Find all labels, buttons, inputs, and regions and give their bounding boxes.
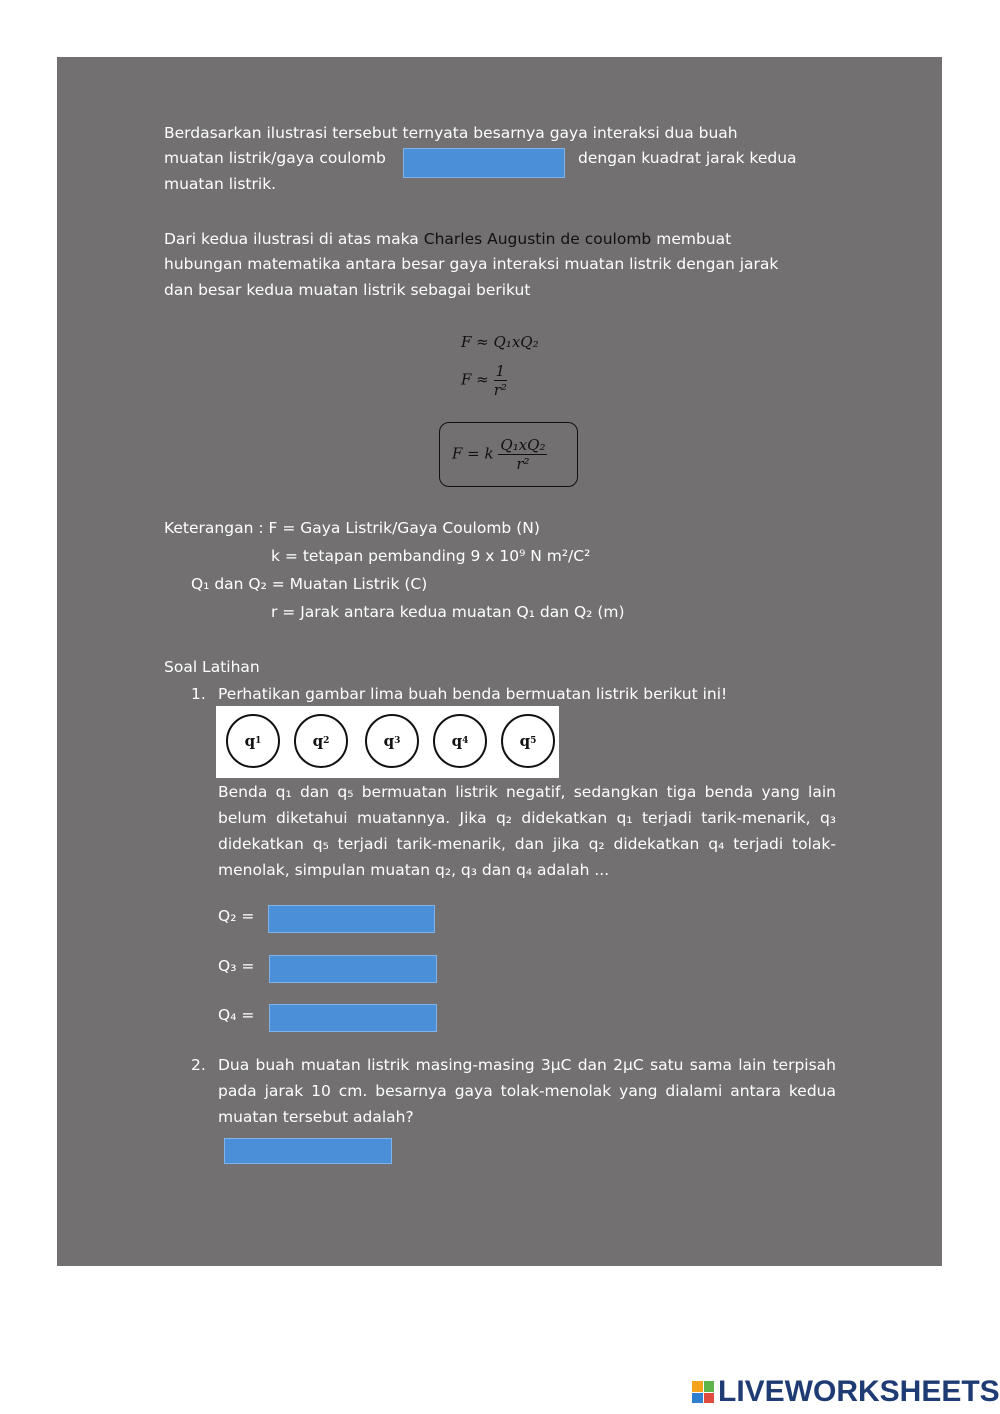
formula-3-left: F = k <box>452 444 494 463</box>
answer-input-q4[interactable] <box>270 1005 436 1031</box>
answer-input-relation[interactable] <box>404 149 564 177</box>
intro-line-1: Berdasarkan ilustrasi tersebut ternyata besarnya gaya interaksi dua buah <box>164 124 738 142</box>
formula-coulomb-law <box>452 436 547 473</box>
intro-line-2-pre: muatan listrik/gaya coulomb <box>164 149 386 167</box>
relation-line-1-pre: Dari kedua ilustrasi di atas maka <box>164 230 419 248</box>
intro-line-2-post: dengan kuadrat jarak kedua <box>578 149 797 167</box>
formula-2-left: F ≈ <box>461 370 489 389</box>
liveworksheets-logo <box>692 1372 1000 1412</box>
relation-line-1-post: membuat <box>656 230 732 248</box>
logo-square-1 <box>692 1381 703 1392</box>
logo-square-3 <box>692 1393 703 1404</box>
liveworksheets-logo-text: LIVEWORKSHEETS <box>718 1375 1000 1408</box>
question-1-text: Perhatikan gambar lima buah benda bermuatan listrik berikut ini! <box>218 685 728 703</box>
formula-3-fraction <box>498 436 547 473</box>
formula-proportional-distance <box>461 362 507 399</box>
formula-3-denominator: r² <box>516 455 530 473</box>
legend-charges: Q₁ dan Q₂ = Muatan Listrik (C) <box>191 575 428 593</box>
legend-force: Keterangan : F = Gaya Listrik/Gaya Coulomb (N) <box>164 519 540 537</box>
answer-label-q4: Q₄ = <box>218 1006 255 1024</box>
answer-box-q2[interactable] <box>268 905 435 933</box>
question-2-text: Dua buah muatan listrik masing-masing 3μC dan 2μC satu sama lain terpisah pada jarak 10 cm. besarnya gaya tolak-menolak yang dialami antara kedua muatan tersebut adalah? <box>218 1056 836 1126</box>
charge-q4: q 4 <box>433 714 487 768</box>
logo-square-4 <box>704 1393 715 1404</box>
formula-3-numerator: Q₁xQ₂ <box>500 436 546 454</box>
charge-q5: q 5 <box>501 714 555 768</box>
answer-input-question-2[interactable] <box>225 1139 391 1163</box>
legend-distance: r = Jarak antara kedua muatan Q₁ dan Q₂ (m) <box>271 603 625 621</box>
charge-q3: q 3 <box>365 714 419 768</box>
answer-input-q3[interactable] <box>270 956 436 982</box>
question-1-number: 1. <box>191 685 206 703</box>
legend-constant: k = tetapan pembanding 9 x 10⁹ N m²/C² <box>271 547 591 565</box>
intro-line-3: muatan listrik. <box>164 175 277 193</box>
formula-proportional-charge: F ≈ Q₁xQ₂ <box>461 333 539 351</box>
formula-2-denominator: r² <box>493 381 507 399</box>
charges-illustration <box>216 706 559 778</box>
relation-line-2: hubungan matematika antara besar gaya interaksi muatan listrik dengan jarak <box>164 255 779 273</box>
charge-q2: q 2 <box>294 714 348 768</box>
answer-box-q4[interactable] <box>269 1004 437 1032</box>
answer-label-q3: Q₃ = <box>218 957 255 975</box>
exercise-heading: Soal Latihan <box>164 658 260 676</box>
answer-input-q2[interactable] <box>269 906 434 932</box>
relation-line-1 <box>164 226 731 252</box>
liveworksheets-logo-icon <box>692 1381 714 1403</box>
answer-box-relation[interactable] <box>403 148 565 178</box>
question-1-description: Benda q₁ dan q₅ bermuatan listrik negatif, sedangkan tiga benda yang lain belum diketahui muatannya. Jika q₂ didekatkan q₁ terjadi tarik-menarik, q₃ didekatkan q₅ terjadi tarik-menarik, dan jika q₂ didekatkan q₄ terjadi tolak-menolak, simpulan muatan q₂, q₃ dan q₄ adalah ... <box>218 783 836 879</box>
answer-box-q3[interactable] <box>269 955 437 983</box>
formula-2-numerator: 1 <box>495 362 506 380</box>
relation-line-3: dan besar kedua muatan listrik sebagai berikut <box>164 281 531 299</box>
logo-square-2 <box>704 1381 715 1392</box>
answer-label-q2: Q₂ = <box>218 907 255 925</box>
formula-2-fraction <box>494 362 508 399</box>
scientist-name: Charles Augustin de coulomb <box>423 230 652 248</box>
answer-box-question-2[interactable] <box>224 1138 392 1164</box>
question-2-number: 2. <box>191 1056 206 1074</box>
charge-q1: q 1 <box>226 714 280 768</box>
